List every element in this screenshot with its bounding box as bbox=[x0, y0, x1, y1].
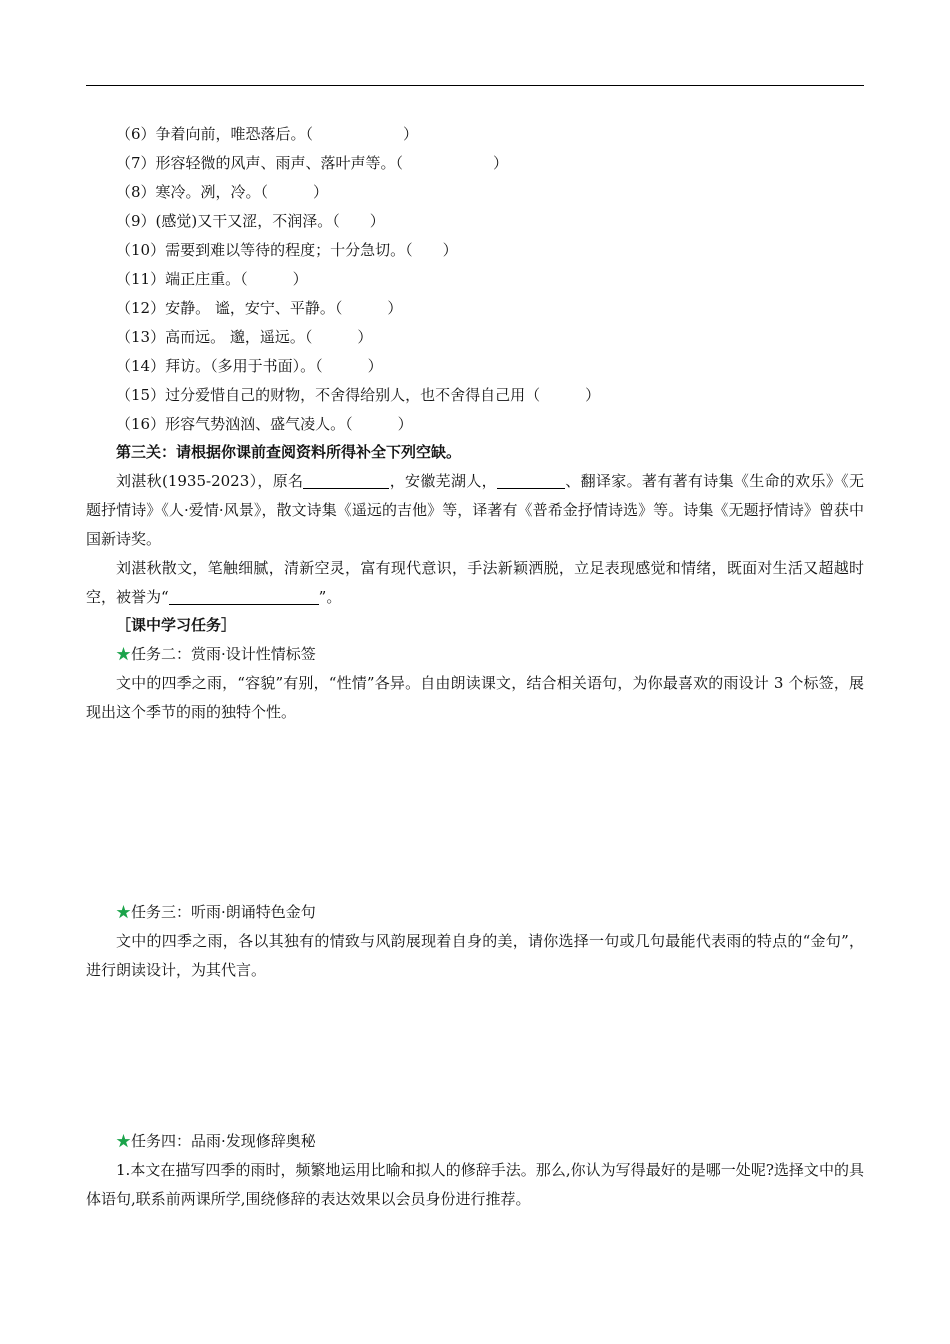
question-8: （8）寒冷。冽，冷。（ ） bbox=[116, 183, 329, 201]
style-text-b: ”。 bbox=[318, 588, 342, 606]
style-text-a: 刘湛秋散文，笔触细腻，清新空灵，富有现代意识，手法新颖洒脱，立足表现感觉和情绪，既面对生活又超越时空，被誉为“ bbox=[86, 559, 864, 606]
blank-original-name[interactable] bbox=[303, 472, 389, 489]
task2-body: 文中的四季之雨，“容貌”有别，“性情”各异。自由朗读课文，结合相关语句，为你最喜欢的雨设计 3 个标签，展现出这个季节的雨的独特个性。 bbox=[86, 674, 864, 721]
question-6: （6）争着向前，唯恐落后。（ ） bbox=[116, 125, 419, 143]
task4-title-text: 任务四：品雨·发现修辞奥秘 bbox=[131, 1132, 316, 1150]
author-text-a: 刘湛秋(1935-2023），原名 bbox=[116, 472, 304, 490]
star-icon: ★ bbox=[116, 645, 132, 663]
question-10: （10）需要到难以等待的程度；十分急切。（ ） bbox=[116, 241, 458, 259]
task4-title bbox=[116, 1127, 316, 1156]
question-15: （15）过分爱惜自己的财物，不舍得给别人，也不舍得自己用（ ） bbox=[116, 386, 601, 404]
style-paragraph bbox=[86, 554, 864, 612]
task3-title bbox=[116, 898, 316, 927]
blank-identity[interactable] bbox=[497, 472, 565, 489]
task3-body: 文中的四季之雨，各以其独有的情致与风韵展现着自身的美，请你选择一句或几句最能代表雨的特点的“金句”，进行朗读设计，为其代言。 bbox=[86, 932, 864, 979]
question-14: （14）拜访。（多用于书面）。（ ） bbox=[116, 357, 383, 375]
task3-title-text: 任务三：听雨·朗诵特色金句 bbox=[131, 903, 316, 921]
author-text-c: 、翻译家。著有著有诗集《生命的欢乐》《无题抒情诗》《人·爱情·风景》，散文诗集《遥远的吉他》等，译著有《普希金抒情诗选》等。诗集《无题抒情诗》曾获中国新诗奖。 bbox=[86, 472, 864, 548]
task4-body: 1.本文在描写四季的雨时，频繁地运用比喻和拟人的修辞手法。那么,你认为写得最好的是哪一处呢?选择文中的具体语句,联系前两课所学,围绕修辞的表达效果以会员身份进行推荐。 bbox=[86, 1161, 864, 1208]
level3-heading: 第三关：请根据你课前查阅资料所得补全下列空缺。 bbox=[116, 443, 462, 461]
star-icon: ★ bbox=[116, 1132, 132, 1150]
star-icon: ★ bbox=[116, 903, 132, 921]
question-16: （16）形容气势汹汹、盛气凌人。（ ） bbox=[116, 415, 413, 433]
author-text-b: ，安徽芜湖人， bbox=[389, 472, 497, 490]
question-7: （7）形容轻微的风声、雨声、落叶声等。（ ） bbox=[116, 154, 509, 172]
blank-reputation[interactable] bbox=[169, 588, 319, 605]
question-9: （9）(感觉)又干又涩，不润泽。（ ） bbox=[116, 212, 385, 230]
author-paragraph bbox=[86, 467, 864, 554]
task2-title-text: 任务二：赏雨·设计性情标签 bbox=[131, 645, 316, 663]
question-11: （11）端正庄重。（ ） bbox=[116, 270, 308, 288]
task2-title bbox=[116, 640, 316, 669]
question-12: （12）安静。 谧，安宁、平静。（ ） bbox=[116, 299, 403, 317]
question-13: （13）高而远。 邈，遥远。（ ） bbox=[116, 328, 373, 346]
header-rule bbox=[86, 85, 864, 86]
section-heading: ［课中学习任务］ bbox=[116, 616, 237, 634]
